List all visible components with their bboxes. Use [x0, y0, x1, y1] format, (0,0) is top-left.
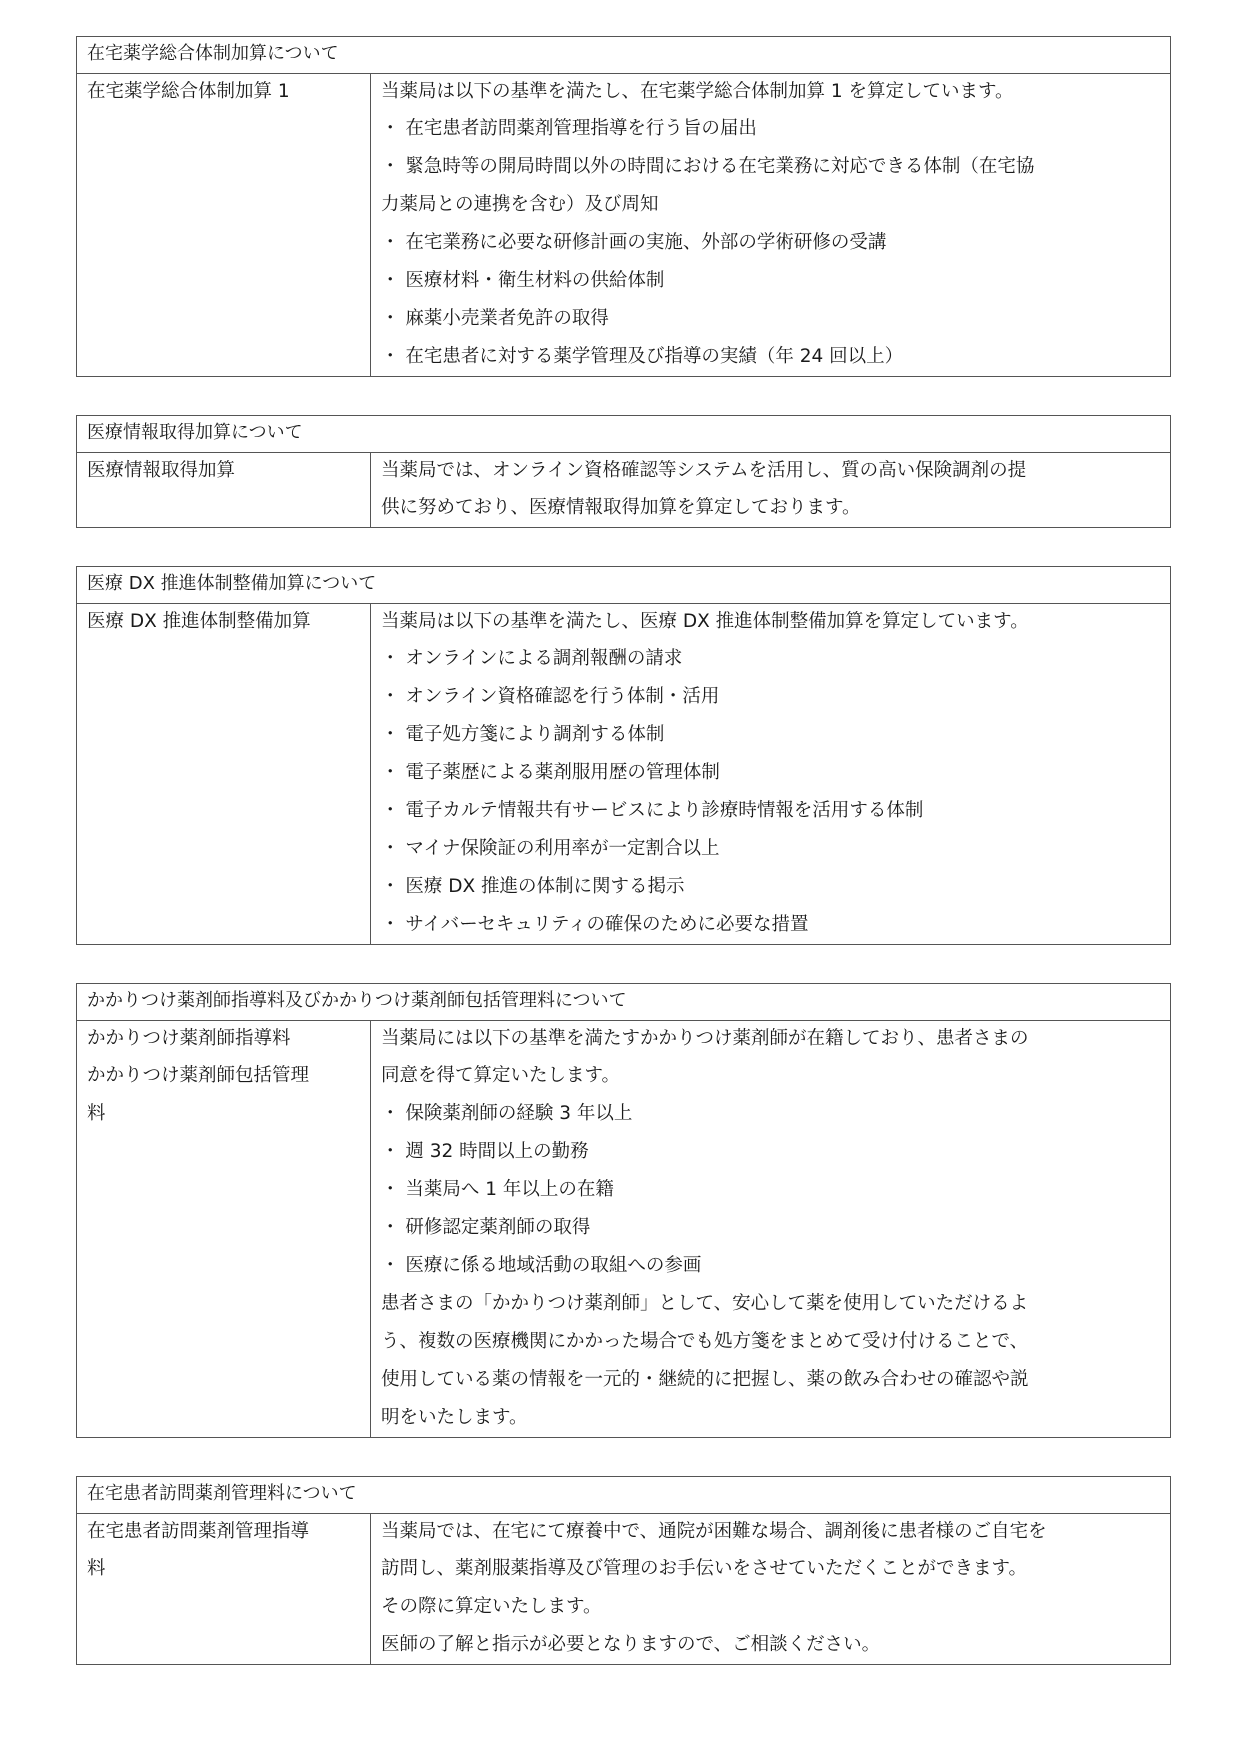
description-line: 使用している薬の情報を一元的・継続的に把握し、薬の飲み合わせの確認や説	[381, 1369, 1029, 1390]
description-line: ・ 研修認定薬剤師の取得	[381, 1217, 591, 1238]
section-title: かかりつけ薬剤師指導料及びかかりつけ薬剤師包括管理料について	[77, 984, 1171, 1021]
description-line: ・ 電子薬歴による薬剤服用歴の管理体制	[381, 762, 720, 783]
item-label-cell	[77, 1514, 371, 1665]
section-table	[76, 983, 1171, 1438]
description-line: 同意を得て算定いたします。	[381, 1065, 621, 1086]
item-label: 在宅患者訪問薬剤管理指導	[87, 1521, 310, 1542]
description-line: ・ 電子処方箋により調剤する体制	[381, 724, 665, 745]
section-title: 在宅薬学総合体制加算について	[77, 37, 1171, 74]
description-line: ・ 在宅患者訪問薬剤管理指導を行う旨の届出	[381, 118, 757, 139]
description-line: ・ マイナ保険証の利用率が一定割合以上	[381, 838, 720, 859]
description-line: ・ サイバーセキュリティの確保のために必要な措置	[381, 914, 809, 935]
section-title: 医療情報取得加算について	[77, 416, 1171, 453]
description-line: う、複数の医療機関にかかった場合でも処方箋をまとめて受け付けることで、	[381, 1331, 1029, 1352]
item-label: かかりつけ薬剤師指導料	[87, 1028, 291, 1049]
description-line: ・ 麻薬小売業者免許の取得	[381, 308, 609, 329]
description-line: 明をいたします。	[381, 1407, 528, 1428]
item-label-cell	[77, 1021, 371, 1438]
item-label: 料	[87, 1103, 106, 1124]
description-line: ・ 医療材料・衛生材料の供給体制	[381, 270, 665, 291]
item-label: 在宅薬学総合体制加算 1	[87, 81, 290, 102]
description-line: ・ 医療に係る地域活動の取組への参画	[381, 1255, 702, 1276]
item-description-cell	[371, 604, 1171, 945]
description-line: 患者さまの「かかりつけ薬剤師」として、安心して薬を使用していただけるよ	[381, 1293, 1029, 1314]
description-line: ・ オンラインによる調剤報酬の請求	[381, 648, 683, 669]
description-line: 当薬局は以下の基準を満たし、在宅薬学総合体制加算 1 を算定しています。	[381, 81, 1014, 102]
item-label: 医療情報取得加算	[87, 460, 236, 481]
description-line: 訪問し、薬剤服薬指導及び管理のお手伝いをさせていただくことができます。	[381, 1558, 1028, 1579]
description-line: 供に努めており、医療情報取得加算を算定しております。	[381, 497, 861, 518]
description-line: ・ 電子カルテ情報共有サービスにより診療時情報を活用する体制	[381, 800, 924, 821]
description-line: 当薬局は以下の基準を満たし、医療 DX 推進体制整備加算を算定しています。	[381, 611, 1029, 632]
section-table	[76, 566, 1171, 945]
item-label: 医療 DX 推進体制整備加算	[87, 611, 311, 632]
item-description-cell	[371, 1021, 1171, 1438]
description-line: ・ 週 32 時間以上の勤務	[381, 1141, 589, 1162]
item-label: 料	[87, 1558, 106, 1579]
description-line: ・ 医療 DX 推進の体制に関する掲示	[381, 876, 685, 897]
description-line: ・ 在宅業務に必要な研修計画の実施、外部の学術研修の受講	[381, 232, 887, 253]
description-line: ・ 当薬局へ 1 年以上の在籍	[381, 1179, 614, 1200]
section-title: 在宅患者訪問薬剤管理料について	[77, 1477, 1171, 1514]
item-description-cell	[371, 1514, 1171, 1665]
item-label: かかりつけ薬剤師包括管理	[87, 1065, 310, 1086]
section-table	[76, 415, 1171, 528]
description-line: 当薬局では、オンライン資格確認等システムを活用し、質の高い保険調剤の提	[381, 460, 1027, 481]
section-table	[76, 36, 1171, 377]
document-page	[76, 36, 1170, 1703]
description-line: ・ 在宅患者に対する薬学管理及び指導の実績（年 24 回以上）	[381, 346, 904, 367]
description-line: 力薬局との連携を含む）及び周知	[381, 194, 659, 215]
section-table	[76, 1476, 1171, 1665]
item-description-cell	[371, 453, 1171, 528]
description-line: ・ 緊急時等の開局時間以外の時間における在宅業務に対応できる体制（在宅協	[381, 156, 1035, 177]
description-line: 当薬局では、在宅にて療養中で、通院が困難な場合、調剤後に患者様のご自宅を	[381, 1521, 1047, 1542]
section-title: 医療 DX 推進体制整備加算について	[77, 567, 1171, 604]
description-line: ・ オンライン資格確認を行う体制・活用	[381, 686, 720, 707]
description-line: その際に算定いたします。	[381, 1596, 602, 1617]
description-line: 医師の了解と指示が必要となりますので、ご相談ください。	[381, 1634, 881, 1655]
description-line: ・ 保険薬剤師の経験 3 年以上	[381, 1103, 633, 1124]
item-label-cell	[77, 604, 371, 945]
item-description-cell	[371, 74, 1171, 377]
description-line: 当薬局には以下の基準を満たすかかりつけ薬剤師が在籍しており、患者さまの	[381, 1028, 1029, 1049]
item-label-cell	[77, 453, 371, 528]
item-label-cell	[77, 74, 371, 377]
